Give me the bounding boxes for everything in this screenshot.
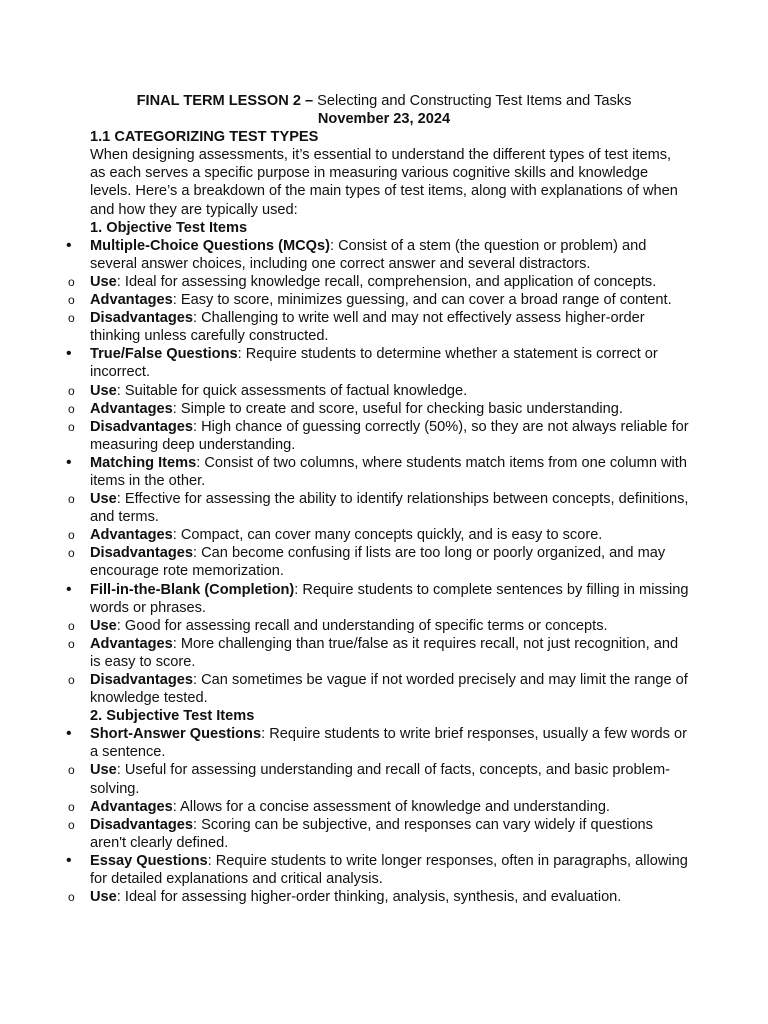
item-text xyxy=(90,490,690,526)
circle-marker: o xyxy=(68,799,75,814)
item-label: Fill-in-the-Blank (Completion) xyxy=(90,581,295,598)
item-label: Use xyxy=(90,617,117,634)
item-label: Advantages xyxy=(90,400,173,417)
item-label: Advantages xyxy=(90,527,173,544)
document-title xyxy=(0,92,768,110)
sub-list-item xyxy=(68,418,690,454)
sub-list-item xyxy=(68,273,690,291)
sub-list-item xyxy=(68,635,690,671)
item-label: Use xyxy=(90,382,117,399)
circle-marker: o xyxy=(68,673,75,687)
circle-marker: o xyxy=(68,817,75,832)
item-description: : Require students to write longer responses, often in paragraphs, allowing for detailed explanations and critical analysis. xyxy=(90,852,688,888)
item-label: Disadvantages xyxy=(90,418,194,435)
circle-marker: o xyxy=(68,311,75,326)
group-heading: 1. Objective Test Items xyxy=(90,219,248,236)
item-label: Use xyxy=(90,491,117,508)
item-description: : Compact, can cover many concepts quickly, and is easy to score. xyxy=(172,527,603,544)
item-text xyxy=(90,888,690,906)
list-item xyxy=(66,236,690,273)
item-label: Multiple-Choice Questions (MCQs) xyxy=(90,237,330,254)
item-description: : Simple to create and score, useful for checking basic understanding. xyxy=(172,400,623,417)
item-label: Matching Items xyxy=(90,454,197,471)
sub-list-item xyxy=(68,544,690,580)
item-description: : Require students to complete sentences by filling in missing words or phrases. xyxy=(90,581,689,616)
sub-list-item xyxy=(68,798,690,816)
item-label: Disadvantages xyxy=(90,310,194,327)
bullet-marker: • xyxy=(66,345,72,363)
circle-marker: o xyxy=(68,890,75,905)
item-description: : Easy to score, minimizes guessing, and can cover a broad range of content. xyxy=(172,292,672,309)
document-date: November 23, 2024 xyxy=(317,111,451,128)
sub-list-item xyxy=(68,671,690,707)
item-label: Essay Questions xyxy=(90,852,208,869)
item-text xyxy=(90,761,690,797)
item-text xyxy=(90,526,690,544)
item-description: : Consist of two columns, where students match items from one column with items in the other. xyxy=(90,454,687,489)
group-heading: 2. Subjective Test Items xyxy=(90,708,255,725)
title-rest: Selecting and Constructing Test Items and Tasks xyxy=(313,93,632,109)
item-label: Advantages xyxy=(90,292,173,309)
item-text xyxy=(90,400,690,418)
item-text xyxy=(90,309,690,345)
item-text xyxy=(90,852,690,888)
sub-list-item xyxy=(68,617,690,635)
document-page xyxy=(0,92,768,906)
item-text xyxy=(90,617,690,635)
circle-marker: o xyxy=(68,636,75,651)
circle-marker: o xyxy=(68,546,75,561)
item-text xyxy=(90,382,690,400)
item-description: : Ideal for assessing knowledge recall, comprehension, and application of concepts. xyxy=(116,273,657,290)
circle-marker: o xyxy=(68,419,75,434)
item-text xyxy=(90,635,690,671)
sub-list-item xyxy=(68,761,690,797)
circle-marker: o xyxy=(68,293,75,308)
item-text xyxy=(90,544,690,580)
item-label: Advantages xyxy=(90,798,173,815)
item-label: Advantages xyxy=(90,635,173,652)
circle-marker: o xyxy=(68,274,75,289)
sub-list-item xyxy=(68,309,690,345)
list-item xyxy=(66,725,690,761)
intro-paragraph: When designing assessments, it’s essential to understand the different types of test items, as each serves a specific purpose in measuring various cognitive skills and knowledge levels. Here’s a breakdown of the main types of test items, along with explanations of when and how they are typically used: xyxy=(90,147,678,218)
bullet-marker: • xyxy=(66,453,72,471)
item-label: Disadvantages xyxy=(90,672,194,688)
bullet-marker: • xyxy=(66,236,72,254)
item-text xyxy=(90,581,690,617)
section-heading: 1.1 CATEGORIZING TEST TYPES xyxy=(90,129,319,146)
document-body xyxy=(0,128,690,906)
sub-list-item xyxy=(68,816,690,852)
item-description: : Good for assessing recall and understanding of specific terms or concepts. xyxy=(116,617,608,634)
item-description: : High chance of guessing correctly (50%), so they are not always reliable for measuring deep understanding. xyxy=(90,418,689,453)
list-item xyxy=(66,345,690,381)
item-text xyxy=(90,237,690,273)
item-text xyxy=(90,291,690,309)
sub-list-item xyxy=(68,888,690,906)
item-label: True/False Questions xyxy=(90,346,238,363)
sub-list-item xyxy=(68,490,690,526)
item-label: Use xyxy=(90,762,117,779)
item-text xyxy=(90,816,690,852)
item-description: : Consist of a stem (the question or problem) and several answer choices, including one correct answer and several distractors. xyxy=(90,237,647,272)
item-text xyxy=(90,725,690,761)
circle-marker: o xyxy=(68,618,75,633)
sub-list-item xyxy=(68,526,690,544)
title-bold: FINAL TERM LESSON 2 – xyxy=(136,93,314,109)
item-description: : Require students to determine whether a statement is correct or incorrect. xyxy=(90,346,658,381)
list-item xyxy=(66,851,690,888)
sub-list-item xyxy=(68,291,690,309)
item-description: : Suitable for quick assessments of factual knowledge. xyxy=(116,382,468,399)
circle-marker: o xyxy=(68,401,75,416)
circle-marker: o xyxy=(68,492,75,507)
circle-marker: o xyxy=(68,763,75,778)
item-description: : Require students to write brief responses, usually a few words or a sentence. xyxy=(90,726,687,761)
item-text xyxy=(90,418,690,454)
item-text xyxy=(90,273,690,291)
item-label: Use xyxy=(90,889,117,906)
bullet-marker: • xyxy=(66,580,72,598)
circle-marker: o xyxy=(68,528,75,543)
item-label: Disadvantages xyxy=(90,816,194,833)
item-label: Disadvantages xyxy=(90,545,194,562)
item-description: : Effective for assessing the ability to identify relationships between concepts, definitions, and terms. xyxy=(90,491,689,526)
item-text xyxy=(90,454,690,490)
item-description: : Ideal for assessing higher-order thinking, analysis, synthesis, and evaluation. xyxy=(116,889,622,906)
sub-list-item xyxy=(68,400,690,418)
test-item-groups xyxy=(66,219,690,907)
item-description: : Useful for assessing understanding and recall of facts, concepts, and basic problem-solving. xyxy=(90,762,671,797)
item-description: : More challenging than true/false as it requires recall, not just recognition, and is easy to score. xyxy=(90,635,679,670)
sub-list-item xyxy=(68,382,690,400)
item-label: Use xyxy=(90,273,117,290)
item-description: : Challenging to write well and may not effectively assess higher-order thinking unless carefully constructed. xyxy=(90,310,645,345)
item-text xyxy=(90,671,690,707)
bullet-marker: • xyxy=(66,851,72,869)
item-description: : Can sometimes be vague if not worded precisely and may limit the range of knowledge tested. xyxy=(90,672,688,707)
item-label: Short-Answer Questions xyxy=(90,726,262,743)
circle-marker: o xyxy=(68,383,75,398)
item-text xyxy=(90,345,690,381)
item-description: : Can become confusing if lists are too long or poorly organized, and may encourage rote memorization. xyxy=(90,545,666,580)
item-description: : Allows for a concise assessment of knowledge and understanding. xyxy=(172,798,610,815)
list-item xyxy=(66,580,690,617)
item-text xyxy=(90,798,690,816)
list-item xyxy=(66,453,690,490)
item-description: : Scoring can be subjective, and responses can vary widely if questions aren't clearly defined. xyxy=(90,816,653,851)
bullet-marker: • xyxy=(66,725,72,743)
